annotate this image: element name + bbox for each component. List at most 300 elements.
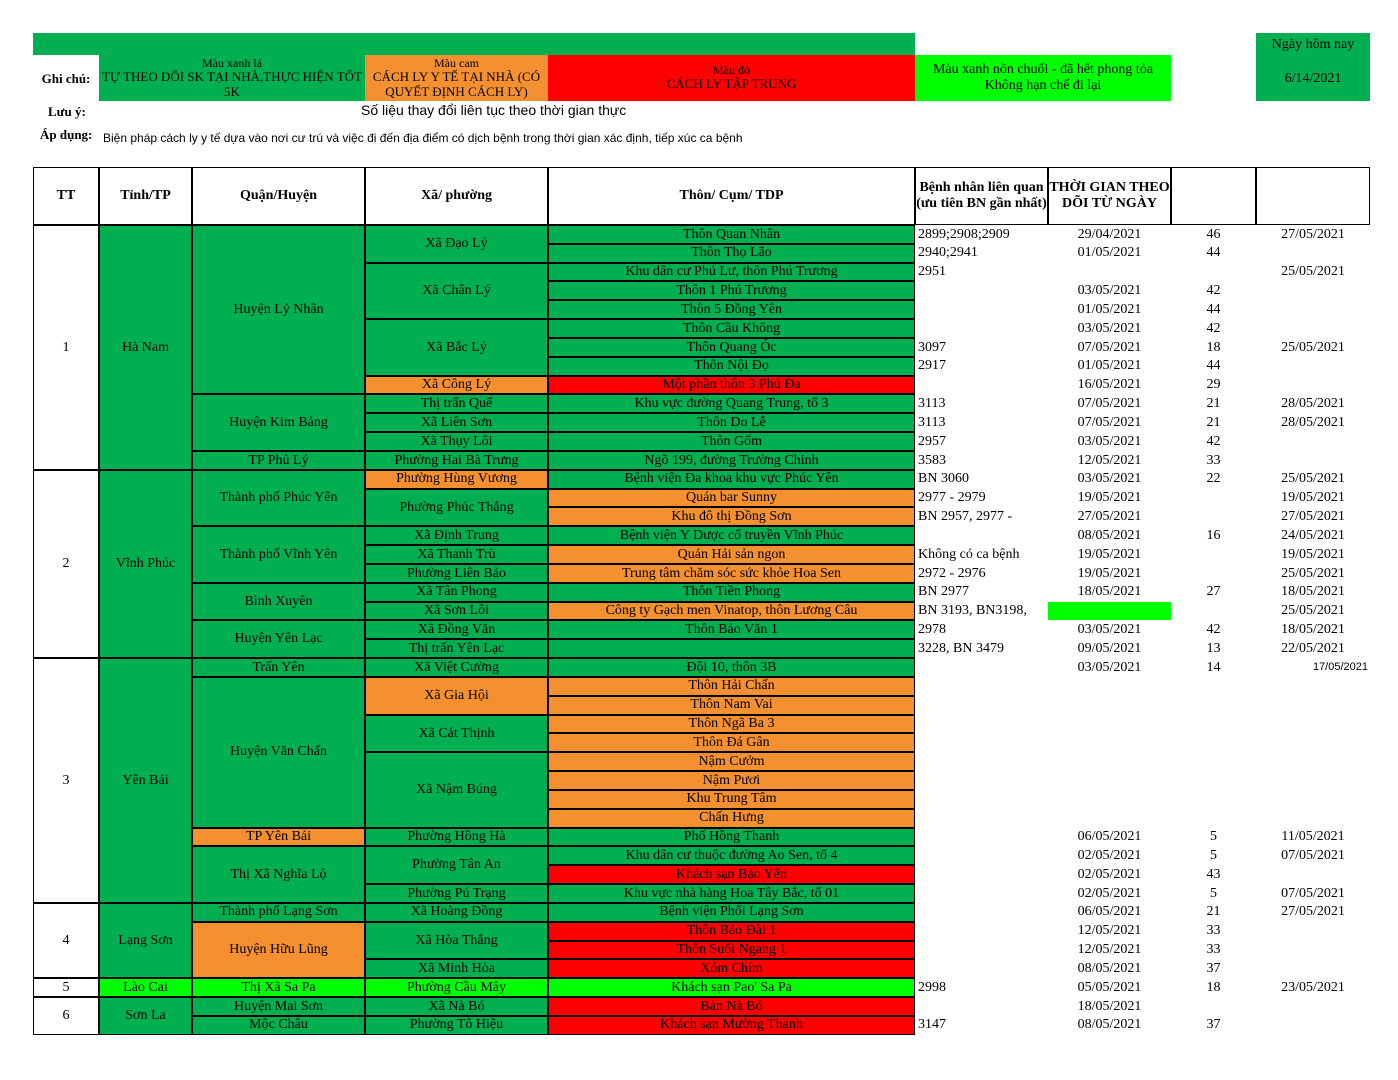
tg-cell: 01/05/2021 <box>1077 358 1142 374</box>
het-han-cell <box>1256 922 1370 941</box>
header-so <box>1171 167 1256 225</box>
thon-cell: Khu vực đường Quang Trung, tổ 3 <box>548 394 915 413</box>
quan-cell: TP Yên Bái <box>192 828 365 847</box>
today-value: 6/14/2021 <box>1284 71 1342 87</box>
het-han-cell <box>1256 696 1370 715</box>
het-han-cell <box>1256 300 1370 319</box>
so-ngay-cell: 33 <box>1206 923 1221 939</box>
bn-cell <box>915 884 1048 903</box>
tt-cell: 4 <box>33 903 99 978</box>
so-ngay-cell <box>1171 790 1256 809</box>
thon-cell: Thôn Gốm <box>548 432 915 451</box>
legend-green <box>99 55 365 101</box>
tg-cell <box>1048 677 1171 696</box>
tg-cell <box>1048 715 1171 734</box>
bn-cell: 3113 <box>918 414 946 430</box>
xa-cell: Xã Định Trung <box>365 526 548 545</box>
header-het <box>1256 167 1370 225</box>
legend-green-desc: TỰ THEO DÕI SK TẠI NHÀ,THỰC HIỆN TỐT 5K <box>102 69 362 99</box>
het-han-cell: 27/05/2021 <box>1281 509 1345 525</box>
het-han-cell: 17/05/2021 <box>1312 661 1368 674</box>
het-han-cell: 27/05/2021 <box>1281 904 1345 920</box>
thon-cell: Thôn Ngã Ba 3 <box>548 715 915 734</box>
so-ngay-cell: 21 <box>1206 414 1221 430</box>
thon-cell <box>548 639 915 658</box>
het-han-cell: 25/05/2021 <box>1281 565 1345 581</box>
quan-cell: Thành phố Phúc Yên <box>192 470 365 526</box>
so-ngay-cell: 42 <box>1206 433 1221 449</box>
tg-cell: 12/05/2021 <box>1077 942 1142 958</box>
so-ngay-cell <box>1171 545 1256 564</box>
bn-cell: 3113 <box>918 396 946 412</box>
so-ngay-cell: 33 <box>1206 452 1221 468</box>
so-ngay-cell <box>1171 507 1256 526</box>
het-han-cell <box>1256 752 1370 771</box>
tt-cell: 6 <box>33 997 99 1035</box>
tinh-cell: Sơn La <box>99 997 192 1035</box>
xa-cell: Phường Cầu Mây <box>365 978 548 997</box>
bn-cell <box>915 300 1048 319</box>
bn-cell <box>915 997 1048 1016</box>
het-han-cell <box>1256 1016 1370 1035</box>
tg-cell: 18/05/2021 <box>1077 998 1142 1014</box>
tg-cell <box>1048 771 1171 790</box>
bn-cell <box>915 922 1048 941</box>
so-ngay-cell: 44 <box>1206 245 1221 261</box>
het-han-cell <box>1256 790 1370 809</box>
bn-cell: 2917 <box>918 358 946 374</box>
het-han-cell <box>1256 715 1370 734</box>
so-ngay-cell <box>1171 489 1256 508</box>
xa-cell: Phường Tô Hiệu <box>365 1016 548 1035</box>
thon-cell: Bệnh viện Phổi Lạng Sơn <box>548 903 915 922</box>
so-ngay-cell <box>1171 696 1256 715</box>
tg-cell: 06/05/2021 <box>1077 829 1142 845</box>
quan-cell: Huyện Kim Bảng <box>192 394 365 450</box>
thon-cell: Thôn Quan Nhân <box>548 225 915 244</box>
het-han-cell <box>1256 677 1370 696</box>
bn-cell <box>915 658 1048 677</box>
xa-cell: Phường Hồng Hà <box>365 828 548 847</box>
thon-cell: Bệnh viện Đa khoa khu vực Phúc Yên <box>548 470 915 489</box>
so-ngay-cell: 22 <box>1206 471 1221 487</box>
tinh-cell: Hà Nam <box>99 225 192 470</box>
so-ngay-cell <box>1171 715 1256 734</box>
tg-cell <box>1048 602 1171 621</box>
so-ngay-cell: 42 <box>1206 320 1221 336</box>
bn-cell: Không có ca bệnh <box>918 546 1020 562</box>
thon-cell: Thôn Bảo Văn 1 <box>548 620 915 639</box>
xa-cell: Thị trấn Yên Lạc <box>365 639 548 658</box>
so-ngay-cell: 42 <box>1206 622 1221 637</box>
het-han-cell: 19/05/2021 <box>1281 546 1345 562</box>
het-han-cell: 18/05/2021 <box>1281 622 1345 637</box>
tg-cell <box>1048 790 1171 809</box>
xa-cell: Phường Hai Bà Trưng <box>365 451 548 470</box>
tg-cell: 19/05/2021 <box>1077 490 1142 506</box>
het-han-cell <box>1256 771 1370 790</box>
het-han-cell: 07/05/2021 <box>1281 847 1345 863</box>
xa-cell: Thị trấn Quế <box>365 394 548 413</box>
tg-cell: 07/05/2021 <box>1077 339 1142 355</box>
so-ngay-cell: 18 <box>1206 339 1221 355</box>
xa-cell: Xã Tân Phong <box>365 583 548 602</box>
het-han-cell: 11/05/2021 <box>1281 829 1345 845</box>
so-ngay-cell <box>1171 771 1256 790</box>
bn-cell <box>915 715 1048 734</box>
het-han-cell: 07/05/2021 <box>1281 885 1345 901</box>
bn-cell: 3147 <box>918 1017 946 1033</box>
so-ngay-cell: 18 <box>1206 979 1221 995</box>
xa-cell: Xã Bắc Lý <box>365 319 548 375</box>
legend-red-title: Màu đỏ <box>713 63 750 77</box>
tg-cell: 03/05/2021 <box>1077 471 1142 487</box>
so-ngay-cell: 37 <box>1206 1017 1221 1033</box>
thon-cell: Quán Hải sản ngon <box>548 545 915 564</box>
bn-cell: 2940;2941 <box>918 245 978 261</box>
so-ngay-cell: 5 <box>1210 829 1217 845</box>
tinh-cell: Vĩnh Phúc <box>99 470 192 658</box>
legend-lime <box>915 55 1171 101</box>
bn-cell: 2977 - 2979 <box>918 490 986 506</box>
quan-cell: Huyện Hữu Lũng <box>192 922 365 978</box>
tg-cell: 27/05/2021 <box>1077 509 1142 525</box>
het-han-cell: 22/05/2021 <box>1281 640 1345 656</box>
xa-cell: Xã Hòa Thắng <box>365 922 548 960</box>
xa-cell: Xã Đạo Lý <box>365 225 548 263</box>
bn-cell <box>915 696 1048 715</box>
tt-cell: 3 <box>33 658 99 903</box>
so-ngay-cell: 46 <box>1206 226 1221 242</box>
het-han-cell <box>1256 432 1370 451</box>
tt-cell: 1 <box>33 225 99 470</box>
legend-red-desc: CÁCH LY TẬP TRUNG <box>666 76 797 92</box>
thon-cell: Thôn Nam Vai <box>548 696 915 715</box>
bn-cell <box>915 809 1048 828</box>
bn-cell <box>915 526 1048 545</box>
so-ngay-cell <box>1171 602 1256 621</box>
thon-cell: Thôn Tiền Phong <box>548 583 915 602</box>
quan-cell: Huyện Yên Lạc <box>192 620 365 658</box>
header-tt: TT <box>33 167 99 225</box>
bn-cell <box>915 828 1048 847</box>
bn-cell <box>915 281 1048 300</box>
het-han-cell: 23/05/2021 <box>1281 979 1345 995</box>
het-han-cell <box>1256 959 1370 978</box>
tg-cell <box>1048 696 1171 715</box>
tg-cell: 03/05/2021 <box>1077 320 1142 336</box>
so-ngay-cell: 37 <box>1206 960 1221 976</box>
thon-cell: Thôn Đá Gân <box>548 733 915 752</box>
het-han-cell: 28/05/2021 <box>1281 414 1345 430</box>
header-bn: Bệnh nhân liên quan (ưu tiên BN gần nhất) <box>915 167 1048 225</box>
thon-cell: Khu dân cư Phú Lư, thôn Phú Trương <box>548 263 915 282</box>
so-ngay-cell <box>1171 677 1256 696</box>
so-ngay-cell: 33 <box>1206 942 1221 958</box>
het-han-cell <box>1256 733 1370 752</box>
legend-orange-desc: CÁCH LY Y TẾ TẠI NHÀ (CÓ QUYẾT ĐỊNH CÁCH LY) <box>372 69 541 99</box>
quan-cell: Bình Xuyên <box>192 583 365 621</box>
bn-cell: 2951 <box>918 264 946 280</box>
header-tinh: Tỉnh/TP <box>99 167 192 225</box>
so-ngay-cell: 13 <box>1206 640 1221 656</box>
thon-cell: Nậm Cưởm <box>548 752 915 771</box>
bn-cell <box>915 376 1048 395</box>
quan-cell: TP Phủ Lý <box>192 451 365 470</box>
top-green-bar <box>33 33 915 55</box>
bn-cell: 3097 <box>918 339 946 355</box>
so-ngay-cell <box>1171 733 1256 752</box>
bn-cell: 2972 - 2976 <box>918 565 986 581</box>
thon-cell: Bệnh viện Y Dược cổ truyền Vĩnh Phúc <box>548 526 915 545</box>
xa-cell: Xã Nà Bó <box>365 997 548 1016</box>
bn-cell <box>915 941 1048 960</box>
thon-cell: Khu vực nhà hàng Hoa Tây Bắc, tổ 01 <box>548 884 915 903</box>
quan-cell: Mộc Châu <box>192 1016 365 1035</box>
tg-cell: 12/05/2021 <box>1077 452 1142 468</box>
xa-cell: Xã Sơn Lôi <box>365 602 548 621</box>
legend-green-title: Màu xanh lá <box>202 55 262 70</box>
so-ngay-cell: 5 <box>1210 847 1217 863</box>
so-ngay-cell: 44 <box>1206 358 1221 374</box>
xa-cell: Xã Đồng Văn <box>365 620 548 639</box>
header-xa: Xã/ phường <box>365 167 548 225</box>
thon-cell: Khu Trung Tâm <box>548 790 915 809</box>
tg-cell <box>1048 752 1171 771</box>
bn-cell: 3583 <box>918 452 946 468</box>
thon-cell: Khách sạn Pao' Sa Pa <box>548 978 915 997</box>
thon-cell: Một phần thôn 3 Phú Đa <box>548 376 915 395</box>
so-ngay-cell: 5 <box>1210 885 1217 901</box>
bn-cell: BN 3060 <box>918 471 969 487</box>
xa-cell: Xã Minh Hòa <box>365 959 548 978</box>
xa-cell: Xã Gia Hội <box>365 677 548 715</box>
tg-cell: 07/05/2021 <box>1077 396 1142 412</box>
quan-cell: Thị Xã Nghĩa Lộ <box>192 846 365 902</box>
ghi-chu-label: Ghi chú: <box>41 70 91 86</box>
tg-cell: 12/05/2021 <box>1077 923 1142 939</box>
tg-cell: 02/05/2021 <box>1077 847 1142 863</box>
legend-lime-line2: Không hạn chế đi lại <box>984 78 1102 93</box>
thon-cell: Khách sạn Bảo Yến <box>548 865 915 884</box>
luu-y-label: Lưu ý: <box>48 104 86 119</box>
xa-cell: Phường Phúc Thắng <box>365 489 548 527</box>
tg-cell: 03/05/2021 <box>1077 622 1142 637</box>
thon-cell: Thôn Thọ Lão <box>548 244 915 263</box>
bn-cell <box>915 677 1048 696</box>
luu-y-text: Số liệu thay đổi liên tục theo thời gian thực <box>361 102 627 118</box>
so-ngay-cell: 27 <box>1206 584 1221 600</box>
quan-cell: Thành phố Vĩnh Yên <box>192 526 365 582</box>
header-quan: Quận/Huyện <box>192 167 365 225</box>
het-han-cell: 25/05/2021 <box>1281 339 1345 355</box>
thon-cell: Khu đô thị Đồng Sơn <box>548 507 915 526</box>
quan-cell: Huyện Mai Sơn <box>192 997 365 1016</box>
bn-cell: BN 3193, BN3198, <box>918 603 1027 619</box>
thon-cell: Nậm Pươi <box>548 771 915 790</box>
het-han-cell: 25/05/2021 <box>1281 471 1345 487</box>
tg-cell: 03/05/2021 <box>1077 659 1142 675</box>
xa-cell: Phường Hùng Vương <box>365 470 548 489</box>
today-box <box>1256 33 1370 101</box>
het-han-cell <box>1256 941 1370 960</box>
tg-cell <box>1048 263 1171 282</box>
quan-cell: Huyện Văn Chấn <box>192 677 365 828</box>
so-ngay-cell <box>1171 752 1256 771</box>
thon-cell: Thôn Nội Đọ <box>548 357 915 376</box>
bn-cell <box>915 790 1048 809</box>
legend-lime-line1: Màu xanh nõn chuối - đã hết phong tỏa <box>932 62 1154 78</box>
tinh-cell: Yên Bái <box>99 658 192 903</box>
so-ngay-cell: 21 <box>1206 396 1221 412</box>
tg-cell: 01/05/2021 <box>1077 301 1142 317</box>
tg-cell: 18/05/2021 <box>1077 584 1142 600</box>
het-han-cell <box>1256 281 1370 300</box>
so-ngay-cell: 21 <box>1206 904 1221 920</box>
thon-cell: Thôn Bảo Đài 1 <box>548 922 915 941</box>
tg-cell: 16/05/2021 <box>1077 377 1142 393</box>
bn-cell <box>915 733 1048 752</box>
tt-cell: 2 <box>33 470 99 658</box>
xa-cell: Xã Chân Lý <box>365 263 548 319</box>
thon-cell: Công ty Gạch men Vinatop, thôn Lương Câu <box>548 602 915 621</box>
ap-dung-label: Áp dụng: <box>40 127 93 142</box>
het-han-cell: 27/05/2021 <box>1281 226 1345 242</box>
thon-cell: Chấn Hưng <box>548 809 915 828</box>
xa-cell: Xã Cát Thịnh <box>365 715 548 753</box>
header-thon: Thôn/ Cụm/ TDP <box>548 167 915 225</box>
thon-cell: Quán bar Sunny <box>548 489 915 508</box>
legend-red <box>548 55 915 101</box>
xa-cell: Xã Nậm Búng <box>365 752 548 827</box>
xa-cell: Xã Thụy Lôi <box>365 432 548 451</box>
tg-cell: 02/05/2021 <box>1077 885 1142 901</box>
so-ngay-cell: 16 <box>1206 527 1221 543</box>
het-han-cell: 24/05/2021 <box>1281 527 1345 543</box>
thon-cell: Bản Nà Bó <box>548 997 915 1016</box>
so-ngay-cell <box>1171 809 1256 828</box>
bn-cell: 2957 <box>918 433 946 449</box>
het-han-cell <box>1256 319 1370 338</box>
thon-cell: Thôn Cầu Không <box>548 319 915 338</box>
thon-cell: Thôn 1 Phú Trương <box>548 281 915 300</box>
thon-cell: Đội 10, thôn 3B <box>548 658 915 677</box>
thon-cell: Thôn 5 Đồng Yên <box>548 300 915 319</box>
bn-cell <box>915 319 1048 338</box>
xa-cell: Phường Pú Trạng <box>365 884 548 903</box>
het-han-cell <box>1256 357 1370 376</box>
so-ngay-cell <box>1171 263 1256 282</box>
tg-cell: 02/05/2021 <box>1077 866 1142 882</box>
bn-cell: 2998 <box>918 979 946 995</box>
xa-cell: Xã Liên Sơn <box>365 413 548 432</box>
thon-cell: Khách sạn Mường Thanh <box>548 1016 915 1035</box>
so-ngay-cell <box>1171 997 1256 1016</box>
bn-cell: BN 2957, 2977 - <box>918 509 1013 525</box>
so-ngay-cell: 43 <box>1206 866 1221 882</box>
tg-cell: 07/05/2021 <box>1077 414 1142 430</box>
thon-cell: Phố Hồng Thanh <box>548 828 915 847</box>
bn-cell <box>915 752 1048 771</box>
bn-cell <box>915 959 1048 978</box>
het-han-cell: 25/05/2021 <box>1281 264 1345 280</box>
tinh-cell: Lào Cai <box>99 978 192 997</box>
het-han-cell <box>1256 809 1370 828</box>
tinh-cell: Lạng Sơn <box>99 903 192 978</box>
bn-cell <box>915 846 1048 865</box>
thon-cell: Thôn Quang Óc <box>548 338 915 357</box>
xa-cell: Xã Thanh Trù <box>365 545 548 564</box>
het-han-cell: 28/05/2021 <box>1281 396 1345 412</box>
so-ngay-cell: 42 <box>1206 283 1221 299</box>
tg-cell: 08/05/2021 <box>1077 1017 1142 1033</box>
tg-cell: 29/04/2021 <box>1077 226 1142 242</box>
tg-cell: 08/05/2021 <box>1077 527 1142 543</box>
xa-cell: Phường Tân An <box>365 846 548 884</box>
bn-cell <box>915 865 1048 884</box>
thon-cell: Ngõ 199, đường Trường Chinh <box>548 451 915 470</box>
het-han-cell <box>1256 244 1370 263</box>
tg-cell: 06/05/2021 <box>1077 904 1142 920</box>
tg-cell: 03/05/2021 <box>1077 283 1142 299</box>
het-han-cell: 25/05/2021 <box>1281 603 1345 619</box>
thon-cell: Khu dân cư thuộc đường Ao Sen, tổ 4 <box>548 846 915 865</box>
xa-cell: Xã Hoàng Đồng <box>365 903 548 922</box>
tg-cell: 09/05/2021 <box>1077 640 1142 656</box>
tg-cell <box>1048 809 1171 828</box>
today-label: Ngày hôm nay <box>1271 37 1355 53</box>
tt-cell: 5 <box>33 978 99 997</box>
xa-cell: Xã Công Lý <box>365 376 548 395</box>
het-han-cell <box>1256 451 1370 470</box>
quan-cell: Thành phố Lạng Sơn <box>192 903 365 922</box>
bn-cell: 2899;2908;2909 <box>918 226 1010 242</box>
so-ngay-cell: 14 <box>1206 659 1221 675</box>
xa-cell: Phường Liên Bảo <box>365 564 548 583</box>
tg-cell: 08/05/2021 <box>1077 960 1142 976</box>
het-han-cell: 19/05/2021 <box>1281 490 1345 506</box>
thon-cell: Thôn Do Lễ <box>548 413 915 432</box>
legend-orange <box>365 55 548 101</box>
tg-cell: 01/05/2021 <box>1077 245 1142 261</box>
thon-cell: Xóm Chím <box>548 959 915 978</box>
bn-cell <box>915 771 1048 790</box>
legend-orange-title: Màu cam <box>434 55 479 70</box>
thon-cell: Thôn Suối Ngang 1 <box>548 941 915 960</box>
thon-cell: Trung tâm chăm sóc sức khỏe Hoa Sen <box>548 564 915 583</box>
bn-cell: 2978 <box>918 622 946 637</box>
thon-cell: Thôn Hải Chấn <box>548 677 915 696</box>
tg-cell: 19/05/2021 <box>1077 546 1142 562</box>
quan-cell: Trấn Yên <box>192 658 365 677</box>
ap-dung-text: Biện pháp cách ly y tế dựa vào nơi cư trú và việc đi đến địa điểm có dịch bệnh trong thời gian xác định, tiếp xúc ca bệnh <box>103 131 743 145</box>
tg-cell: 05/05/2021 <box>1077 979 1142 995</box>
bn-cell: BN 2977 <box>918 584 969 600</box>
quan-cell: Huyện Lý Nhân <box>192 225 365 394</box>
tg-cell: 19/05/2021 <box>1077 565 1142 581</box>
tg-cell: 03/05/2021 <box>1077 433 1142 449</box>
so-ngay-cell: 44 <box>1206 301 1221 317</box>
quan-cell: Thị Xã Sa Pa <box>192 978 365 997</box>
tg-cell <box>1048 733 1171 752</box>
header-tg: THỜI GIAN THEO DÕI TỪ NGÀY <box>1048 167 1171 225</box>
het-han-cell <box>1256 997 1370 1016</box>
xa-cell: Xã Việt Cường <box>365 658 548 677</box>
het-han-cell: 18/05/2021 <box>1281 584 1345 600</box>
so-ngay-cell: 29 <box>1206 377 1221 393</box>
bn-cell: 3228, BN 3479 <box>918 640 1004 656</box>
het-han-cell <box>1256 865 1370 884</box>
